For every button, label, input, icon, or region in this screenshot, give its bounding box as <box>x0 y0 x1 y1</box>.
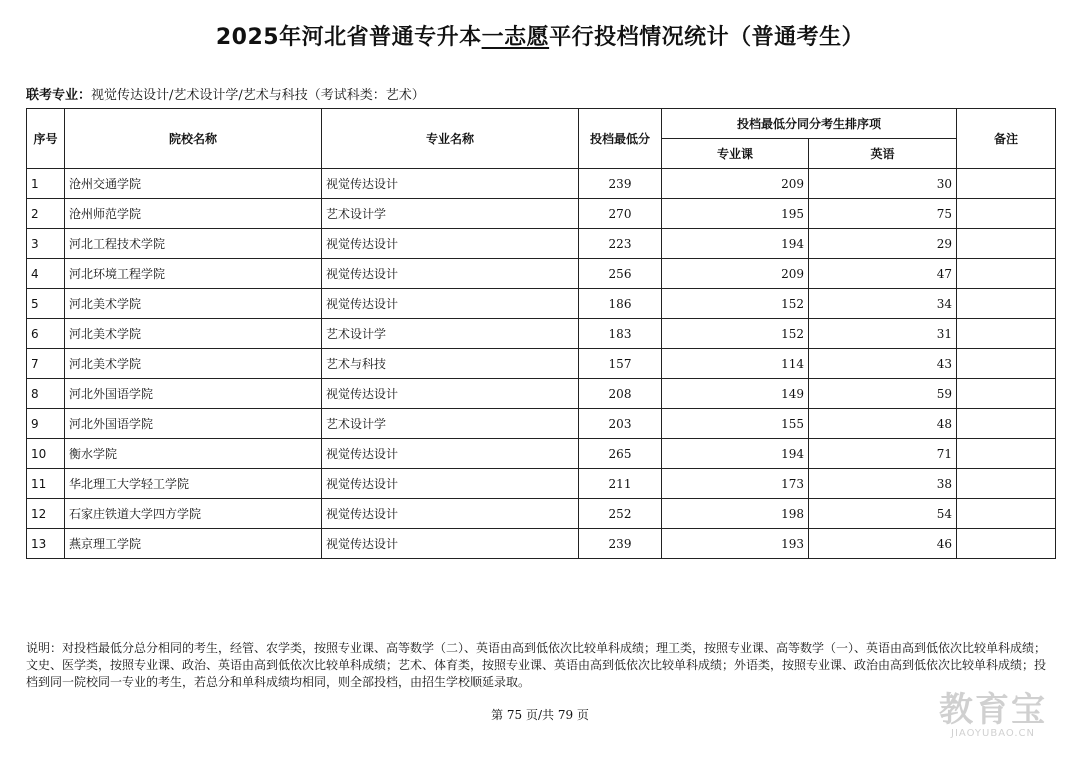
header-remark: 备注 <box>957 109 1056 169</box>
table-row <box>27 349 1056 379</box>
cell-english: 38 <box>809 469 957 499</box>
cell-seq: 5 <box>27 289 65 319</box>
admission-table <box>26 108 1056 559</box>
cell-english: 29 <box>809 229 957 259</box>
cell-min-score: 239 <box>579 169 662 199</box>
cell-remark <box>957 469 1056 499</box>
cell-english: 48 <box>809 409 957 439</box>
cell-remark <box>957 529 1056 559</box>
cell-major: 视觉传达设计 <box>322 499 579 529</box>
cell-seq: 11 <box>27 469 65 499</box>
cell-english: 54 <box>809 499 957 529</box>
cell-major-course: 114 <box>662 349 809 379</box>
cell-major: 视觉传达设计 <box>322 169 579 199</box>
cell-major: 艺术设计学 <box>322 319 579 349</box>
cell-english: 43 <box>809 349 957 379</box>
cell-major: 艺术设计学 <box>322 409 579 439</box>
cell-english: 46 <box>809 529 957 559</box>
cell-school: 河北外国语学院 <box>65 409 322 439</box>
cell-remark <box>957 169 1056 199</box>
page-title <box>0 20 1080 51</box>
header-english: 英语 <box>809 139 957 169</box>
subject-line <box>26 84 425 103</box>
cell-school: 沧州师范学院 <box>65 199 322 229</box>
watermark-url: JIAOYUBAO.CN <box>951 728 1035 739</box>
cell-major-course: 195 <box>662 199 809 229</box>
cell-seq: 6 <box>27 319 65 349</box>
cell-remark <box>957 499 1056 529</box>
subject-label: 联考专业： <box>26 88 92 103</box>
cell-remark <box>957 439 1056 469</box>
cell-seq: 2 <box>27 199 65 229</box>
cell-seq: 7 <box>27 349 65 379</box>
cell-remark <box>957 259 1056 289</box>
cell-remark <box>957 289 1056 319</box>
cell-min-score: 186 <box>579 289 662 319</box>
cell-seq: 13 <box>27 529 65 559</box>
table-row <box>27 379 1056 409</box>
cell-major-course: 194 <box>662 439 809 469</box>
table-row <box>27 409 1056 439</box>
cell-min-score: 211 <box>579 469 662 499</box>
cell-school: 河北美术学院 <box>65 349 322 379</box>
title-pre: 2025年河北省普通专升本 <box>215 25 482 50</box>
cell-seq: 4 <box>27 259 65 289</box>
cell-major-course: 149 <box>662 379 809 409</box>
cell-major-course: 193 <box>662 529 809 559</box>
cell-major: 视觉传达设计 <box>322 439 579 469</box>
cell-major-course: 152 <box>662 289 809 319</box>
cell-seq: 8 <box>27 379 65 409</box>
cell-seq: 3 <box>27 229 65 259</box>
table-row <box>27 319 1056 349</box>
cell-major-course: 209 <box>662 259 809 289</box>
cell-school: 衡水学院 <box>65 439 322 469</box>
cell-min-score: 223 <box>579 229 662 259</box>
cell-english: 75 <box>809 199 957 229</box>
header-major-course: 专业课 <box>662 139 809 169</box>
cell-min-score: 256 <box>579 259 662 289</box>
cell-major: 视觉传达设计 <box>322 469 579 499</box>
cell-major: 视觉传达设计 <box>322 229 579 259</box>
table-row <box>27 499 1056 529</box>
cell-school: 河北环境工程学院 <box>65 259 322 289</box>
cell-min-score: 239 <box>579 529 662 559</box>
cell-min-score: 270 <box>579 199 662 229</box>
cell-major: 艺术设计学 <box>322 199 579 229</box>
table-row <box>27 229 1056 259</box>
subject-value: 视觉传达设计/艺术设计学/艺术与科技（考试科类：艺术） <box>91 88 425 103</box>
cell-major-course: 173 <box>662 469 809 499</box>
title-underlined: 一志愿 <box>481 25 550 50</box>
watermark-text: 教育宝 <box>939 690 1047 730</box>
header-tie-group: 投档最低分同分考生排序项 <box>662 109 957 139</box>
cell-min-score: 203 <box>579 409 662 439</box>
cell-english: 47 <box>809 259 957 289</box>
cell-english: 59 <box>809 379 957 409</box>
cell-min-score: 183 <box>579 319 662 349</box>
cell-school: 河北工程技术学院 <box>65 229 322 259</box>
cell-major-course: 194 <box>662 229 809 259</box>
cell-remark <box>957 229 1056 259</box>
table-row <box>27 259 1056 289</box>
cell-school: 河北美术学院 <box>65 319 322 349</box>
cell-school: 沧州交通学院 <box>65 169 322 199</box>
title-post: 平行投档情况统计（普通考生） <box>549 25 865 50</box>
cell-major-course: 155 <box>662 409 809 439</box>
header-row-top <box>27 109 1056 139</box>
watermark-logo <box>928 692 1058 739</box>
cell-seq: 9 <box>27 409 65 439</box>
cell-english: 34 <box>809 289 957 319</box>
cell-english: 31 <box>809 319 957 349</box>
cell-major: 视觉传达设计 <box>322 289 579 319</box>
cell-remark <box>957 409 1056 439</box>
cell-remark <box>957 379 1056 409</box>
cell-school: 河北美术学院 <box>65 289 322 319</box>
cell-min-score: 208 <box>579 379 662 409</box>
cell-remark <box>957 349 1056 379</box>
table-row <box>27 199 1056 229</box>
cell-remark <box>957 199 1056 229</box>
cell-major-course: 198 <box>662 499 809 529</box>
header-school: 院校名称 <box>65 109 322 169</box>
table-row <box>27 529 1056 559</box>
header-seq: 序号 <box>27 109 65 169</box>
cell-english: 30 <box>809 169 957 199</box>
table-row <box>27 439 1056 469</box>
cell-min-score: 157 <box>579 349 662 379</box>
cell-seq: 10 <box>27 439 65 469</box>
cell-major: 视觉传达设计 <box>322 529 579 559</box>
table-body <box>27 169 1056 559</box>
cell-remark <box>957 319 1056 349</box>
cell-major-course: 209 <box>662 169 809 199</box>
cell-school: 华北理工大学轻工学院 <box>65 469 322 499</box>
cell-major-course: 152 <box>662 319 809 349</box>
table-row <box>27 469 1056 499</box>
cell-major: 艺术与科技 <box>322 349 579 379</box>
cell-english: 71 <box>809 439 957 469</box>
cell-min-score: 252 <box>579 499 662 529</box>
page-footer: 第 75 页/共 79 页 <box>491 708 589 722</box>
explanation-note: 说明：对投档最低分总分相同的考生，经管、农学类，按照专业课、高等数学（二）、英语由高到低依次比较单科成绩；理工类，按照专业课、高等数学（一）、英语由高到低依次比较单科成绩；文史、医学类，按照专业课、政治、英语由高到低依次比较单科成绩；艺术、体育类，按照专业课、英语由高到低依次比较单科成绩；外语类，按照专业课、政治由高到低依次比较单科成绩；投档到同一院校同一专业的考生，若总分和单科成绩均相同，则全部投档，由招生学校顺延录取。 <box>26 641 1047 689</box>
header-min-score: 投档最低分 <box>579 109 662 169</box>
cell-major: 视觉传达设计 <box>322 259 579 289</box>
cell-seq: 12 <box>27 499 65 529</box>
cell-major: 视觉传达设计 <box>322 379 579 409</box>
header-major: 专业名称 <box>322 109 579 169</box>
cell-seq: 1 <box>27 169 65 199</box>
cell-school: 燕京理工学院 <box>65 529 322 559</box>
table-row <box>27 169 1056 199</box>
cell-school: 河北外国语学院 <box>65 379 322 409</box>
cell-min-score: 265 <box>579 439 662 469</box>
cell-school: 石家庄铁道大学四方学院 <box>65 499 322 529</box>
table-row <box>27 289 1056 319</box>
